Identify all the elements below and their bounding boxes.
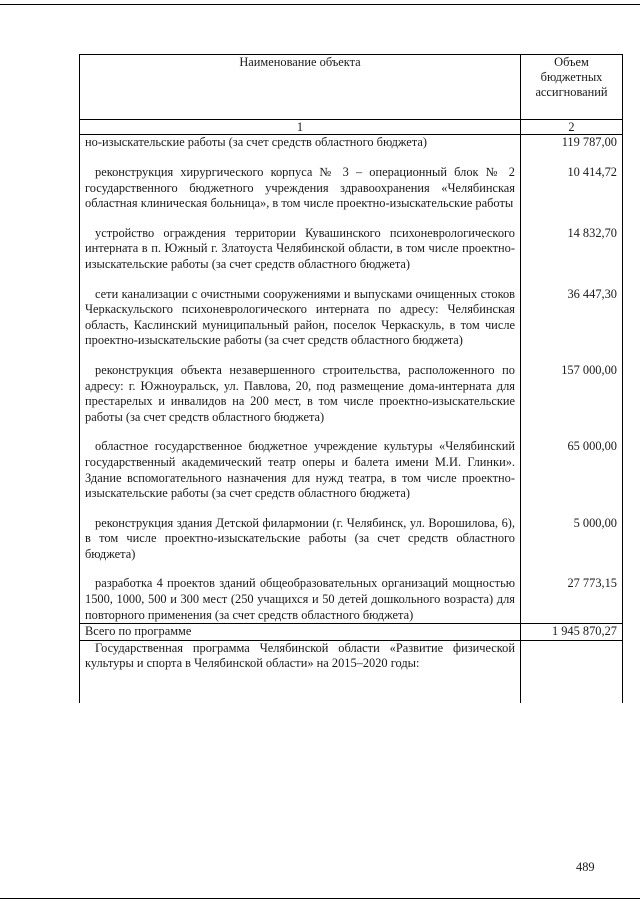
table-row (80, 226, 623, 273)
header-budget-amount (521, 55, 623, 120)
table-row (80, 439, 623, 501)
header-line: ассигнований (535, 85, 608, 99)
budget-value: 119 787,00 (521, 135, 623, 152)
table-row (80, 165, 623, 212)
total-label: Всего по программе (80, 624, 521, 641)
budget-value: 10 414,72 (521, 165, 623, 212)
object-name: реконструкция здания Детской филармонии (г. Челябинск, ул. Ворошилова, 6), в том числе проектно-изыскательские работы (за счет средств областного бюджета) (80, 516, 521, 563)
page-number: 489 (576, 860, 595, 874)
budget-value: 65 000,00 (521, 439, 623, 501)
object-name: разработка 4 проектов зданий общеобразовательных организаций мощностью 1500, 1000, 500 и 300 мест (250 учащихся и 50 детей дошкольного возраста) для повторного применения (за счет средств областного бюджета) (80, 576, 521, 623)
object-name: но-изыскательские работы (за счет средств областного бюджета) (80, 135, 521, 152)
bottom-edge-line (0, 898, 640, 899)
object-name: устройство ограждения территории Кувашинского психоневрологического интерната в п. Южный г. Златоуста Челябинской области, в том числе проектно-изыскательские работы (за счет средств областного бюджета) (80, 226, 521, 273)
budget-value: 36 447,30 (521, 287, 623, 349)
top-edge-line (0, 4, 640, 5)
table-header-row (80, 55, 623, 120)
object-name: сети канализации с очистными сооружениями и выпусками очищенных стоков Черкаскульского психоневрологического интерната по адресу: Челябинская область, Каслинский муниципальный район, поселок Черкаскуль, в том числе проектно-изыскательские работы (за счет средств областного бюджета) (80, 287, 521, 349)
budget-value: 157 000,00 (521, 363, 623, 425)
column-number-row (80, 120, 623, 135)
header-line: Объем (554, 55, 589, 69)
table-row (80, 287, 623, 349)
object-name: реконструкция хирургического корпуса № 3 – операционный блок № 2 государственного бюджетного учреждения здравоохранения «Челябинская областная клиническая больница», в том числе проектно-изыскательские работы (80, 165, 521, 212)
program-title: Государственная программа Челябинской области «Развитие физической культуры и спорта в Челябинской области» на 2015–2020 годы: (80, 640, 521, 703)
budget-value: 14 832,70 (521, 226, 623, 273)
total-row (80, 624, 623, 641)
object-name: областное государственное бюджетное учреждение культуры «Челябинский государственный академический театр оперы и балета имени М.И. Глинки». Здание вспомогательного назначения для нужд театра, в том числе проектно-изыскательские работы (за счет средств областного бюджета) (80, 439, 521, 501)
header-object-name: Наименование объекта (80, 55, 521, 120)
budget-value: 5 000,00 (521, 516, 623, 563)
header-line: бюджетных (540, 70, 603, 84)
object-name: реконструкция объекта незавершенного строительства, расположенного по адресу: г. Южноуральск, ул. Павлова, 20, под размещение дома-интерната для престарелых и инвалидов на 200 мест, в том числе проектно-изыскательские работы (за счет средств областного бюджета) (80, 363, 521, 425)
budget-value: 27 773,15 (521, 576, 623, 623)
table-row (80, 363, 623, 425)
column-number: 1 (80, 120, 521, 135)
appropriations-table (79, 54, 623, 703)
table-row (80, 516, 623, 563)
program-row (80, 640, 623, 703)
table-row (80, 576, 623, 623)
column-number: 2 (521, 120, 623, 135)
total-value: 1 945 870,27 (521, 624, 623, 641)
table-row (80, 135, 623, 152)
